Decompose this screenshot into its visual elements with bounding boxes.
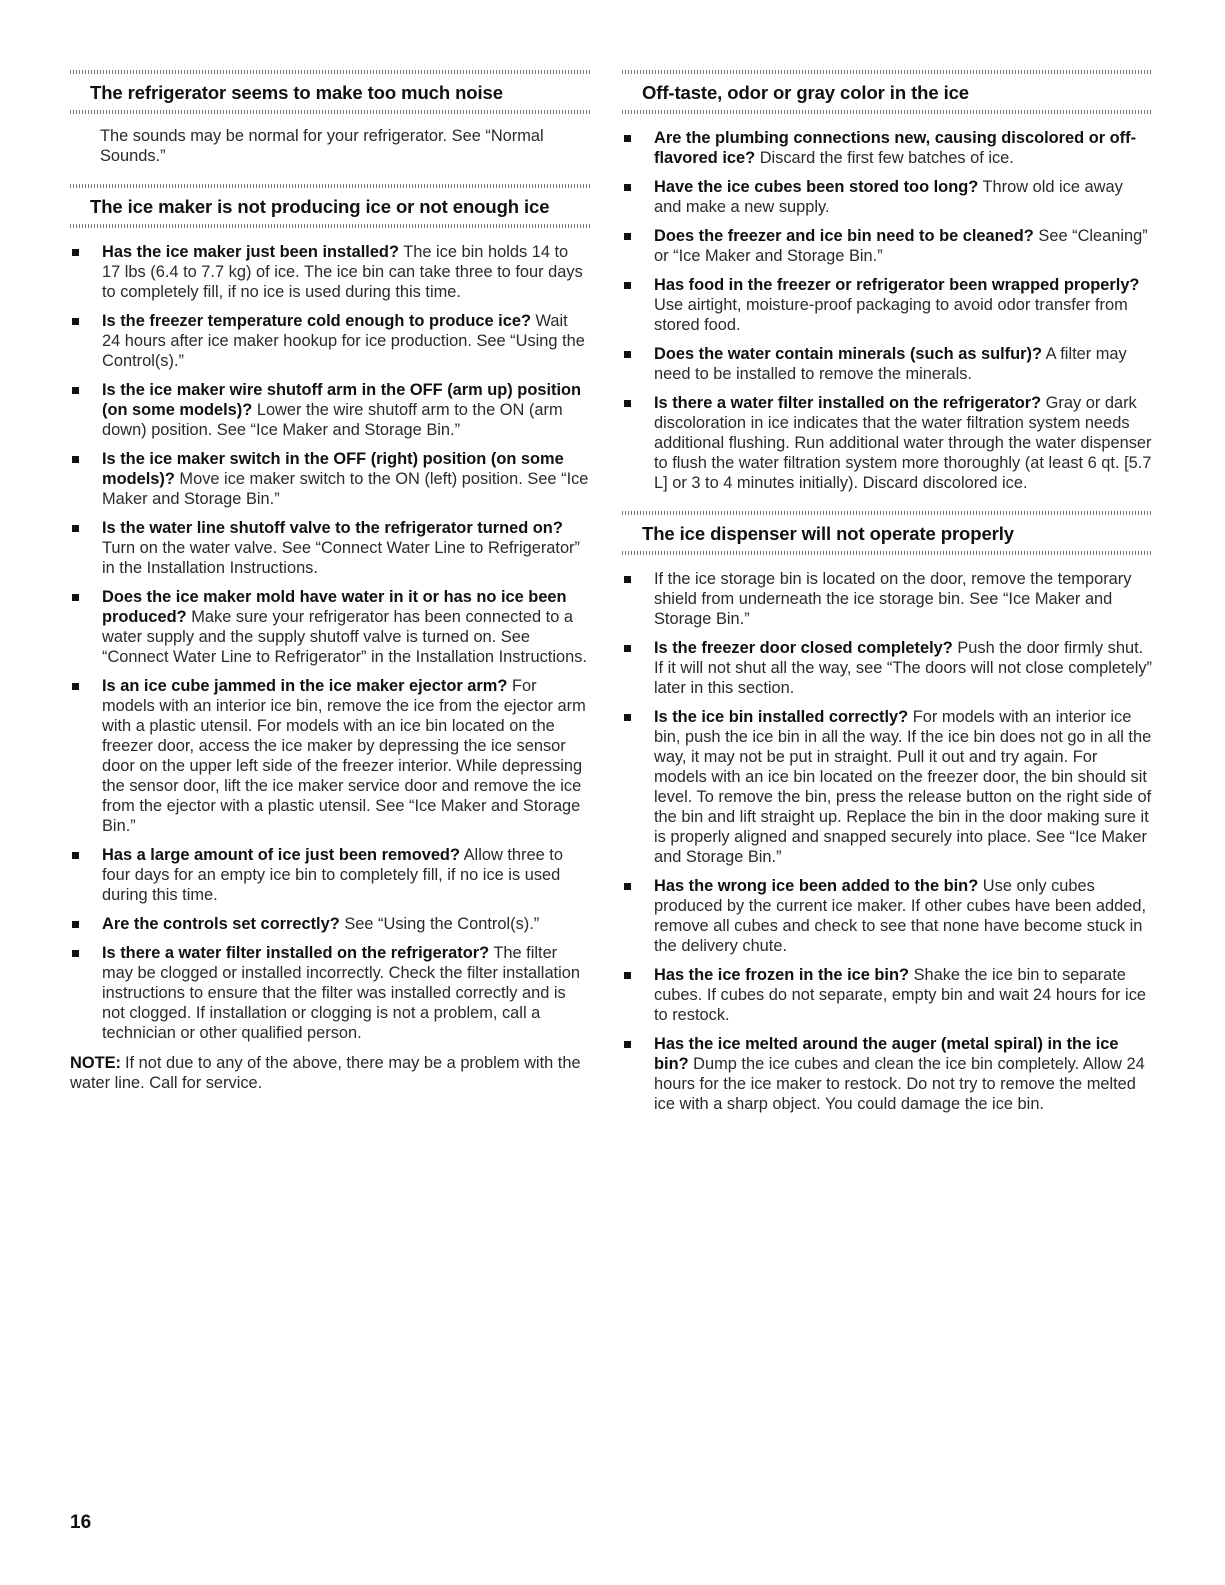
answer: The filter may be clogged or installed incorrectly. Check the filter installation instructions to ensure that the filter was installed correctly and is not clogged. If installation or clogging is not a problem, call a technician or other qualified person. bbox=[102, 944, 580, 1042]
list-item bbox=[70, 242, 590, 302]
answer: Gray or dark discoloration in ice indicates that the water filtration system needs additional flushing. Run additional water through the water dispenser to flush the water filtration system more thoroughly (at least 6 qt. [5.7 L] or 3 to 4 minutes initially). Discard discolored ice. bbox=[654, 394, 1152, 492]
question: Has the wrong ice been added to the bin? bbox=[654, 877, 979, 895]
page-number: 16 bbox=[70, 1512, 92, 1533]
bullet-square-icon bbox=[72, 387, 79, 394]
section-title: The ice maker is not producing ice or not enough ice bbox=[90, 196, 550, 217]
troubleshoot-list bbox=[70, 242, 590, 1043]
answer: Make sure your refrigerator has been connected to a water supply and the supply shutoff valve is turned on. See “Connect Water Line to Refrigerator” in the Installation Instructions. bbox=[102, 608, 587, 666]
section-offtaste bbox=[622, 70, 1152, 493]
right-column bbox=[622, 70, 1152, 1132]
answer: Move ice maker switch to the ON (left) position. See “Ice Maker and Storage Bin.” bbox=[102, 470, 589, 508]
question: Is the freezer temperature cold enough to produce ice? bbox=[102, 312, 531, 330]
section-header bbox=[622, 511, 1152, 555]
list-item bbox=[622, 393, 1152, 493]
answer: The ice bin holds 14 to 17 lbs (6.4 to 7.7 kg) of ice. The ice bin can take three to four days to completely fill, if no ice is used during this time. bbox=[102, 243, 583, 301]
question: Has the ice maker just been installed? bbox=[102, 243, 399, 261]
section-title: Off-taste, odor or gray color in the ice bbox=[642, 82, 969, 103]
question: Is the water line shutoff valve to the refrigerator turned on? bbox=[102, 519, 563, 537]
list-item bbox=[70, 914, 590, 934]
answer: Shake the ice bin to separate cubes. If cubes do not separate, empty bin and wait 24 hours for ice to restock. bbox=[654, 966, 1147, 1024]
list-item bbox=[622, 569, 1152, 629]
note-text: If not due to any of the above, there may be a problem with the water line. Call for service. bbox=[70, 1054, 581, 1092]
question: Has the ice frozen in the ice bin? bbox=[654, 966, 910, 984]
question: Are the controls set correctly? bbox=[102, 915, 340, 933]
section-header bbox=[70, 184, 590, 228]
bullet-square-icon bbox=[72, 950, 79, 957]
bullet-square-icon bbox=[72, 249, 79, 256]
list-item bbox=[622, 344, 1152, 384]
answer: Dump the ice cubes and clean the ice bin completely. Allow 24 hours for the ice maker to restock. Do not try to remove the melted ice with a sharp object. You could damage the ice bin. bbox=[654, 1055, 1145, 1113]
list-item bbox=[70, 518, 590, 578]
list-item bbox=[70, 380, 590, 440]
answer: Throw old ice away and make a new supply. bbox=[654, 178, 1123, 216]
list-item bbox=[70, 449, 590, 509]
answer: For models with an interior ice bin, remove the ice from the ejector arm with a plastic utensil. For models with an ice bin located on the freezer door, access the ice maker by depressing the ice sensor door on the upper left side of the freezer interior. While depressing the sensor door, lift the ice maker service door and remove the ice from the ejector with a plastic utensil. See “Ice Maker and Storage Bin.” bbox=[102, 677, 586, 835]
list-item bbox=[70, 845, 590, 905]
troubleshoot-list bbox=[622, 569, 1152, 1114]
answer: Use airtight, moisture-proof packaging to avoid odor transfer from stored food. bbox=[654, 296, 1128, 334]
answer: See “Using the Control(s).” bbox=[344, 915, 540, 933]
bullet-square-icon bbox=[624, 576, 631, 583]
question: Are the plumbing connections new, causing discolored or off-flavored ice? bbox=[654, 129, 1137, 167]
answer: For models with an interior ice bin, push the ice bin in all the way. If the ice bin does not go in all the way, it may not be put in straight. Pull it out and try again. For models with an ice bin located on the freezer door, the bin should sit level. To remove the bin, press the release button on the right side of the bin and lift straight up. Replace the bin in the door making sure it is properly aligned and snapped securely into place. See “Ice Maker and Storage Bin.” bbox=[654, 708, 1152, 866]
section-header bbox=[70, 70, 590, 114]
list-item bbox=[70, 943, 590, 1043]
answer: See “Cleaning” or “Ice Maker and Storage Bin.” bbox=[654, 227, 1148, 265]
answer: A filter may need to be installed to remove the minerals. bbox=[654, 345, 1127, 383]
list-item bbox=[622, 707, 1152, 867]
bullet-square-icon bbox=[72, 594, 79, 601]
answer: Allow three to four days for an empty ice bin to completely fill, if no ice is used during this time. bbox=[102, 846, 563, 904]
list-item bbox=[622, 965, 1152, 1025]
bullet-square-icon bbox=[624, 400, 631, 407]
section-title: The ice dispenser will not operate properly bbox=[642, 523, 1014, 544]
question: Does the ice maker mold have water in it or has no ice been produced? bbox=[102, 588, 567, 626]
section-title: The refrigerator seems to make too much noise bbox=[90, 82, 503, 103]
question: Have the ice cubes been stored too long? bbox=[654, 178, 979, 196]
bullet-square-icon bbox=[624, 883, 631, 890]
question: Is the ice bin installed correctly? bbox=[654, 708, 909, 726]
question: Is there a water filter installed on the refrigerator? bbox=[102, 944, 490, 962]
list-item bbox=[622, 876, 1152, 956]
bullet-square-icon bbox=[72, 683, 79, 690]
bullet-square-icon bbox=[72, 852, 79, 859]
left-column bbox=[70, 70, 590, 1111]
question: Is there a water filter installed on the refrigerator? bbox=[654, 394, 1042, 412]
answer: Discard the first few batches of ice. bbox=[759, 149, 1014, 167]
note-label: NOTE: bbox=[70, 1054, 121, 1072]
list-item bbox=[622, 1034, 1152, 1114]
bullet-square-icon bbox=[72, 525, 79, 532]
section-text: The sounds may be normal for your refrigerator. See “Normal Sounds.” bbox=[100, 127, 544, 165]
note bbox=[70, 1053, 590, 1093]
answer: Turn on the water valve. See “Connect Water Line to Refrigerator” in the Installation Instructions. bbox=[102, 539, 580, 577]
bullet-square-icon bbox=[624, 351, 631, 358]
bullet-square-icon bbox=[624, 714, 631, 721]
question: Is the ice maker switch in the OFF (right) position (on some models)? bbox=[102, 450, 564, 488]
question: Has a large amount of ice just been removed? bbox=[102, 846, 460, 864]
section-dispenser bbox=[622, 511, 1152, 1114]
question: Is an ice cube jammed in the ice maker ejector arm? bbox=[102, 677, 508, 695]
troubleshoot-list bbox=[622, 128, 1152, 493]
question: Has food in the freezer or refrigerator been wrapped properly? bbox=[654, 276, 1140, 294]
answer: If the ice storage bin is located on the door, remove the temporary shield from underneath the ice storage bin. See “Ice Maker and Storage Bin.” bbox=[654, 570, 1132, 628]
list-item bbox=[622, 275, 1152, 335]
list-item bbox=[70, 311, 590, 371]
section-noise bbox=[70, 70, 590, 166]
bullet-square-icon bbox=[72, 318, 79, 325]
bullet-square-icon bbox=[624, 135, 631, 142]
bullet-square-icon bbox=[624, 184, 631, 191]
list-item bbox=[622, 128, 1152, 168]
answer: Use only cubes produced by the current ice maker. If other cubes have been added, remove all cubes and check to see that none have become stuck in the delivery chute. bbox=[654, 877, 1147, 955]
bullet-square-icon bbox=[72, 456, 79, 463]
list-item bbox=[622, 177, 1152, 217]
question: Is the freezer door closed completely? bbox=[654, 639, 953, 657]
bullet-square-icon bbox=[624, 1041, 631, 1048]
bullet-square-icon bbox=[624, 645, 631, 652]
bullet-square-icon bbox=[624, 282, 631, 289]
question: Does the freezer and ice bin need to be cleaned? bbox=[654, 227, 1034, 245]
question: Has the ice melted around the auger (metal spiral) in the ice bin? bbox=[654, 1035, 1119, 1073]
list-item bbox=[622, 226, 1152, 266]
question: Is the ice maker wire shutoff arm in the OFF (arm up) position (on some models)? bbox=[102, 381, 582, 419]
bullet-square-icon bbox=[624, 972, 631, 979]
answer: Lower the wire shutoff arm to the ON (arm down) position. See “Ice Maker and Storage Bin.” bbox=[102, 401, 563, 439]
section-icemaker bbox=[70, 184, 590, 1093]
question: Does the water contain minerals (such as sulfur)? bbox=[654, 345, 1043, 363]
answer: Wait 24 hours after ice maker hookup for ice production. See “Using the Control(s).” bbox=[102, 312, 585, 370]
list-item bbox=[622, 638, 1152, 698]
bullet-square-icon bbox=[624, 233, 631, 240]
section-header bbox=[622, 70, 1152, 114]
bullet-square-icon bbox=[72, 921, 79, 928]
list-item bbox=[70, 587, 590, 667]
list-item bbox=[70, 676, 590, 836]
answer: Push the door firmly shut. If it will not shut all the way, see “The doors will not close completely” later in this section. bbox=[654, 639, 1152, 697]
